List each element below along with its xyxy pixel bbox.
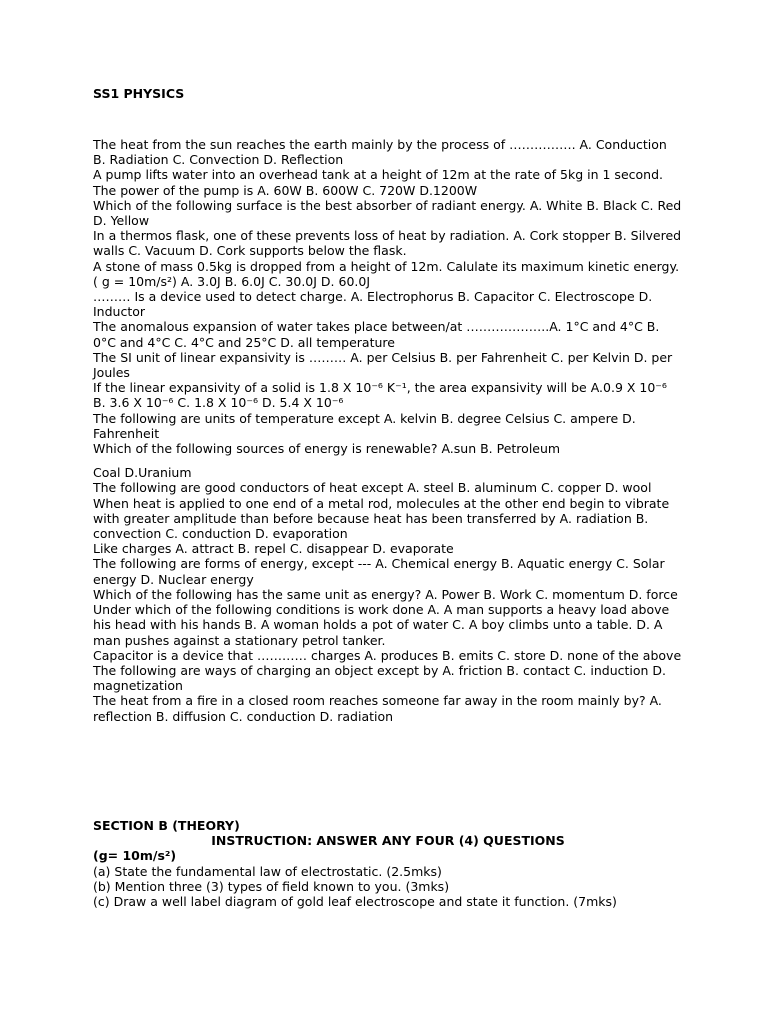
- question-item: The anomalous expansion of water takes place between/at ………………..A. 1°C and 4°C B. 0°C and 4°C C. 4°C and 25°C D. all temperature: [93, 319, 660, 350]
- theory-section: [93, 818, 683, 909]
- question-item: In a thermos flask, one of these prevents loss of heat by radiation. A. Cork stopper B. Silvered walls C. Vacuum D. Cork supports below the flask.: [93, 228, 682, 259]
- theory-item: (b) Mention three (3) types of field known to you. (3mks): [93, 878, 450, 894]
- question-item: When heat is applied to one end of a metal rod, molecules at the other end begin to vibrate with greater amplitude than before because heat has been transferred by A. radiation B. convection C. conduction D. evaporation: [93, 495, 670, 542]
- question-item: Coal D.Uranium: [93, 465, 192, 481]
- question-item: The following are ways of charging an object except by A. friction B. contact C. induction D. magnetization: [93, 662, 667, 694]
- question-item: If the linear expansivity of a solid is 1.8 X 10⁻⁶ K⁻¹, the area expansivity will be A.0.9 X 10⁻⁶ B. 3.6 X 10⁻⁶ C. 1.8 X 10⁻⁶ D. 5.4 X 10⁻⁶: [93, 380, 667, 411]
- question-item: The following are forms of energy, except --- A. Chemical energy B. Aquatic energy C. Solar energy D. Nuclear energy: [93, 556, 665, 587]
- question-item: The following are good conductors of heat except A. steel B. aluminum C. copper D. wool: [93, 480, 652, 496]
- section-instruction: INSTRUCTION: ANSWER ANY FOUR (4) QUESTIONS: [211, 833, 565, 849]
- question-item: A stone of mass 0.5kg is dropped from a height of 12m. Calulate its maximum kinetic energy. ( g = 10m/s²) A. 3.0J B. 6.0J C. 30.0J D. 60.0J: [93, 258, 680, 289]
- question-item: Which of the following sources of energy is renewable? A.sun B. Petroleum: [93, 441, 561, 457]
- theory-item: (a) State the fundamental law of electrostatic. (2.5mks): [93, 863, 442, 879]
- gravity-note: (g= 10m/s²): [93, 848, 177, 864]
- section-heading: SECTION B (THEORY): [93, 818, 240, 833]
- question-item: A pump lifts water into an overhead tank at a height of 12m at the rate of 5kg in 1 second. The power of the pump is A. 60W B. 600W C. 720W D.1200W: [93, 167, 663, 198]
- theory-item: (c) Draw a well label diagram of gold leaf electroscope and state it function. (7mks): [93, 894, 617, 910]
- objective-questions: [93, 137, 683, 724]
- question-item: The heat from a fire in a closed room reaches someone far away in the room mainly by? A. reflection B. diffusion C. conduction D. radiation: [93, 693, 662, 724]
- question-item: Like charges A. attract B. repel C. disappear D. evaporate: [93, 541, 454, 557]
- question-item: The heat from the sun reaches the earth mainly by the process of ……………. A. Conduction B. Radiation C. Convection D. Reflection: [93, 137, 667, 168]
- question-item: ……… Is a device used to detect charge. A. Electrophorus B. Capacitor C. Electroscope D. Inductor: [93, 289, 653, 320]
- question-item: The following are units of temperature except A. kelvin B. degree Celsius C. ampere D. Fahrenheit: [93, 410, 636, 441]
- document-title: SS1 PHYSICS: [93, 86, 185, 101]
- question-item: Which of the following surface is the best absorber of radiant energy. A. White B. Black C. Red D. Yellow: [93, 197, 682, 229]
- question-item: Capacitor is a device that ………… charges A. produces B. emits C. store D. none of the above: [93, 647, 682, 663]
- question-item: Under which of the following conditions is work done A. A man supports a heavy load above his head with his hands B. A woman holds a pot of water C. A boy climbs unto a table. D. A man pushes against a stationary petrol tanker.: [93, 602, 670, 648]
- question-item: Which of the following has the same unit as energy? A. Power B. Work C. momentum D. force: [93, 586, 678, 602]
- question-item: The SI unit of linear expansivity is ……… A. per Celsius B. per Fahrenheit C. per Kelvin D. per Joules: [93, 349, 673, 381]
